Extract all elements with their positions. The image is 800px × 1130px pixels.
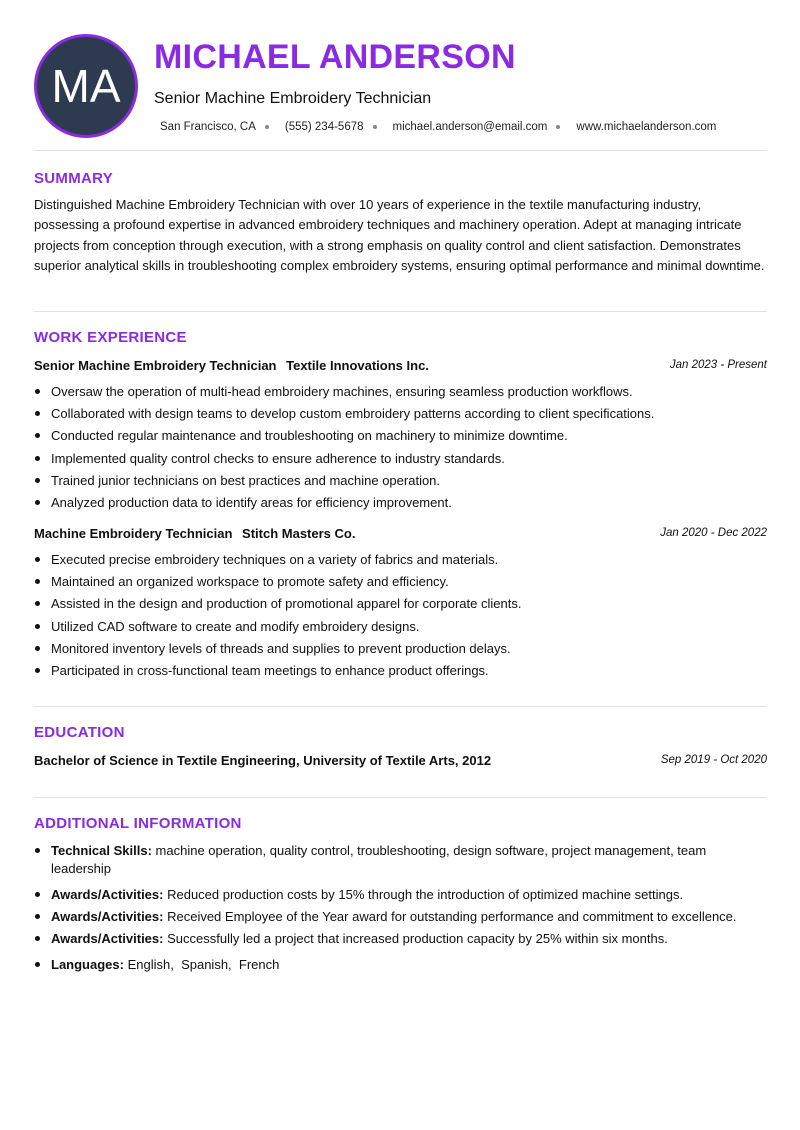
item-label: Awards/Activities: (51, 931, 164, 947)
bullet-icon (35, 389, 40, 394)
bullet-icon (35, 500, 40, 505)
bullet-text: Oversaw the operation of multi-head embroidery machines, ensuring seamless production workflows. (51, 384, 633, 399)
bullet-text: Trained junior technicians on best practices and machine operation. (51, 472, 441, 488)
item-label: Awards/Activities: (51, 887, 164, 902)
bullet-icon (35, 962, 40, 967)
list-item (34, 930, 769, 956)
separator-dot (373, 125, 377, 129)
resume-header (34, 34, 767, 138)
bullet-icon (35, 601, 40, 606)
item-label: Awards/Activities: (51, 909, 164, 925)
avatar-initials: MA (51, 60, 121, 112)
bullet-icon (35, 433, 40, 438)
job-dates: Jan 2023 - Present (669, 359, 767, 371)
bullet-icon (35, 892, 40, 897)
bullet-icon (35, 668, 40, 673)
job-role: Machine Embroidery Technician (34, 526, 233, 541)
contact-email[interactable]: michael.anderson@email.com (392, 121, 548, 133)
bullet-text: Maintained an organized workspace to promote safety and efficiency. (51, 574, 449, 590)
job-dates: Jan 2020 - Dec 2022 (660, 527, 767, 539)
bullet-text: Executed precise embroidery techniques on a variety of fabrics and materials. (51, 552, 499, 567)
avatar (34, 34, 138, 138)
section-divider (34, 706, 767, 707)
job-company: Stitch Masters Co. (242, 526, 356, 541)
job-header (34, 358, 767, 376)
list-item (34, 427, 769, 449)
candidate-title: Senior Machine Embroidery Technician (154, 90, 432, 107)
list-item (34, 383, 769, 405)
bullet-text: Collaborated with design teams to develop custom embroidery patterns according to client specifications. (51, 406, 655, 422)
list-item (34, 956, 769, 978)
summary-text: Distinguished Machine Embroidery Technician with over 10 years of experience in the textile manufacturing industry, possessing a profound expertise in advanced embroidery techniques and machinery operation. Adept at managing intricate projects from conception through execution, with a strong emphasis on quality control and client satisfaction. Demonstrates superior analytical skills in troubleshooting complex embroidery systems, ensuring optimal performance and minimal downtime. (34, 197, 765, 274)
job-bullets (34, 551, 769, 684)
list-item (34, 886, 769, 908)
bullet-text: Assisted in the design and production of promotional apparel for corporate clients. (51, 596, 522, 612)
item-text: Received Employee of the Year award for outstanding performance and commitment to excellence. (167, 909, 737, 925)
summary-heading: SUMMARY (34, 170, 114, 187)
job-role: Senior Machine Embroidery Technician (34, 358, 277, 373)
bullet-icon (35, 848, 40, 853)
list-item (34, 618, 769, 640)
item-text: machine operation, quality control, troubleshooting, design software, project management, team leadership (51, 843, 707, 876)
education-degree: Bachelor of Science in Textile Engineering, University of Textile Arts, 2012 (34, 753, 492, 768)
list-item (34, 908, 769, 930)
bullet-text: Participated in cross-functional team meetings to enhance product offerings. (51, 662, 489, 678)
bullet-text: Conducted regular maintenance and troubleshooting on machinery to minimize downtime. (51, 428, 568, 444)
section-divider (34, 311, 767, 312)
section-divider (34, 150, 767, 151)
contact-phone: (555) 234-5678 (284, 121, 364, 133)
education-dates: Sep 2019 - Oct 2020 (660, 754, 767, 766)
bullet-text: Monitored inventory levels of threads and supplies to prevent production delays. (51, 640, 511, 656)
list-item (34, 551, 769, 573)
item-text: Successfully led a project that increased production capacity by 25% within six months. (167, 931, 668, 947)
additional-heading: ADDITIONAL INFORMATION (34, 815, 242, 832)
list-item (34, 662, 769, 684)
item-text: English, Spanish, French (127, 957, 280, 973)
bullet-icon (35, 478, 40, 483)
job-bullets (34, 383, 769, 516)
candidate-name: MICHAEL ANDERSON (154, 38, 516, 76)
bullet-icon (35, 914, 40, 919)
list-item (34, 494, 769, 516)
section-divider (34, 797, 767, 798)
bullet-text: Utilized CAD software to create and modify embroidery designs. (51, 618, 420, 634)
item-text: Reduced production costs by 15% through the introduction of optimized machine settings. (167, 887, 684, 902)
item-label: Technical Skills: (51, 843, 152, 858)
bullet-icon (35, 456, 40, 461)
contact-location: San Francisco, CA (160, 121, 256, 133)
bullet-icon (35, 624, 40, 629)
bullet-text: Analyzed production data to identify areas for efficiency improvement. (51, 494, 452, 510)
separator-dot (265, 125, 269, 129)
list-item (34, 573, 769, 595)
list-item (34, 842, 769, 886)
bullet-icon (35, 411, 40, 416)
education-heading: EDUCATION (34, 724, 125, 741)
list-item (34, 405, 769, 427)
contact-line (160, 121, 716, 133)
separator-dot (556, 125, 560, 129)
experience-heading: WORK EXPERIENCE (34, 329, 187, 346)
bullet-icon (35, 579, 40, 584)
bullet-icon (35, 646, 40, 651)
list-item (34, 450, 769, 472)
list-item (34, 472, 769, 494)
list-item (34, 595, 769, 617)
item-label: Languages: (51, 957, 124, 973)
contact-website[interactable]: www.michaelanderson.com (576, 121, 717, 133)
bullet-icon (35, 936, 40, 941)
job-company: Textile Innovations Inc. (286, 358, 429, 373)
list-item (34, 640, 769, 662)
bullet-text: Implemented quality control checks to ensure adherence to industry standards. (51, 450, 505, 466)
additional-list (34, 842, 769, 979)
education-entry (34, 753, 767, 771)
bullet-icon (35, 557, 40, 562)
job-header (34, 526, 767, 544)
